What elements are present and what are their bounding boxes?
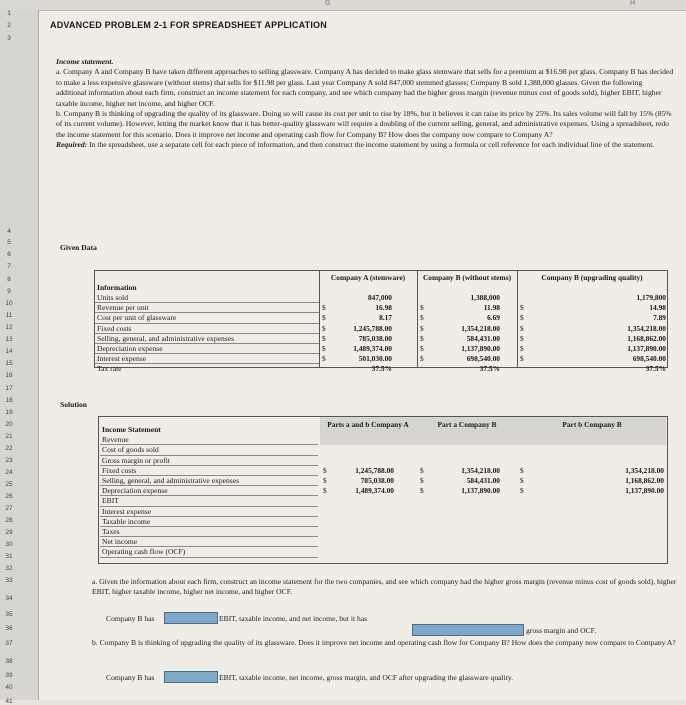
given-row-label: Revenue per unit — [97, 303, 149, 313]
solution-header-company-b: Part a Company B — [437, 420, 497, 429]
row-number[interactable]: 39 — [5, 672, 13, 679]
given-value-c[interactable]: 1,168,862.00 — [627, 333, 666, 343]
page-title: ADVANCED PROBLEM 2-1 FOR SPREADSHEET APPLICATION — [50, 20, 327, 30]
given-value-b[interactable]: 1,137,890.00 — [461, 344, 500, 353]
row-number[interactable]: 26 — [5, 493, 13, 500]
problem-heading: Income statement. — [56, 57, 114, 66]
answer-b-suffix: EBIT, taxable income, net income, gross margin, and OCF after upgrading the glassware quality. — [219, 673, 514, 682]
question-b: b. Company B is thinking of upgrading the quality of its glassware. Does it improve net income and operating cash flow for Company B? How does the company now compare to Company A? — [92, 638, 676, 647]
solution-row-label: Taxable income — [102, 516, 151, 526]
problem-part-b: b. Company B is thinking of upgrading the quality of its glassware. Doing so will cause its cost per unit to rise by 18%, but it believes it can raise its price by 25%. Its sales volume will fall by 15% (85% of its current volume). However, letting the market know that it has better-quality glassware will require a doubling of the current selling, general, and administrative expenses. Using a spreadsheet, redo the income statement for this scenario. Does it improve net income and operating cash flow for Company B? How does the company now compare to Company A? — [56, 109, 672, 139]
solution-value-a[interactable]: 1,489,374.00 — [355, 486, 394, 496]
column-letter-g[interactable]: G — [325, 0, 331, 7]
column-header-bar — [0, 0, 686, 11]
currency-symbol: $ — [323, 476, 327, 485]
solution-value-a[interactable]: 785,038.00 — [360, 476, 394, 485]
currency-symbol: $ — [420, 313, 424, 323]
row-number[interactable]: 8 — [7, 276, 11, 283]
given-value-c[interactable]: 1,354,218.00 — [627, 323, 666, 333]
solution-row-label: Cost of goods sold — [102, 445, 159, 455]
row-number[interactable]: 32 — [5, 565, 13, 572]
given-header-company-a: Company A (stemware) — [330, 273, 406, 282]
currency-symbol: $ — [520, 333, 524, 343]
currency-symbol: $ — [322, 303, 326, 313]
given-row-label: Tax rate — [97, 364, 122, 374]
currency-symbol: $ — [420, 344, 424, 353]
solution-row-label: Revenue — [102, 435, 129, 445]
given-row-label: Selling, general, and administrative expenses — [97, 333, 235, 343]
currency-symbol: $ — [323, 465, 327, 475]
solution-header-company-a: Parts a and b Company A — [327, 420, 409, 429]
row-number[interactable]: 7 — [7, 263, 11, 270]
currency-symbol: $ — [420, 486, 424, 496]
required-label: Required: — [56, 140, 88, 150]
currency-symbol: $ — [420, 303, 424, 313]
solution-label: Solution — [60, 400, 88, 409]
row-number[interactable]: 4 — [7, 228, 11, 235]
row-number[interactable]: 15 — [5, 360, 13, 367]
row-number[interactable]: 2 — [7, 22, 11, 29]
answer-a-suffix: gross margin and OCF. — [526, 626, 597, 635]
given-value-a[interactable]: 8.17 — [379, 313, 392, 323]
row-number[interactable]: 34 — [5, 595, 13, 602]
given-value-a[interactable]: 1,245,788.00 — [353, 323, 392, 333]
solution-row-label: Operating cash flow (OCF) — [102, 547, 186, 557]
row-number[interactable]: 21 — [5, 433, 13, 440]
row-number[interactable]: 29 — [5, 529, 13, 536]
row-number[interactable]: 17 — [5, 385, 13, 392]
question-a: a. Given the information about each firm, construct an income statement for the two companies, and see which company had the higher gross margin (revenue minus cost of goods sold), higher EBIT, higher taxable income, higher net income, and higher OCF. — [92, 577, 677, 597]
given-value-c[interactable]: 1,137,890.00 — [627, 344, 666, 353]
currency-symbol: $ — [322, 313, 326, 323]
row-number[interactable]: 18 — [5, 397, 13, 404]
given-row-label: Depreciation expense — [97, 344, 163, 353]
row-number[interactable]: 13 — [5, 336, 13, 343]
row-number[interactable]: 35 — [5, 611, 13, 618]
currency-symbol: $ — [520, 323, 524, 333]
solution-row-label: EBIT — [102, 496, 119, 506]
row-number[interactable]: 36 — [5, 625, 13, 632]
row-number[interactable]: 23 — [5, 457, 13, 464]
currency-symbol: $ — [520, 465, 524, 475]
answer-b-dropdown[interactable] — [164, 671, 218, 683]
solution-value-c[interactable]: 1,168,862.00 — [625, 476, 664, 485]
row-number[interactable]: 20 — [5, 421, 13, 428]
row-number[interactable]: 25 — [5, 481, 13, 488]
given-value-c[interactable]: 14.98 — [649, 303, 666, 313]
row-number[interactable]: 28 — [5, 517, 13, 524]
given-value-b[interactable]: 11.98 — [483, 303, 500, 313]
row-number[interactable]: 19 — [5, 409, 13, 416]
answer-a-mid: EBIT, taxable income, and net income, but it has — [219, 614, 368, 623]
given-value-c[interactable]: 37.5% — [645, 364, 666, 374]
given-value-a[interactable]: 16.98 — [375, 303, 392, 313]
required-text: In the spreadsheet, use a separate cell for each piece of information, and then construct the income statement by using a formula or cell reference for each individual line of the statement. — [87, 140, 655, 150]
solution-row-label: Net income — [102, 537, 138, 547]
given-row-label: Fixed costs — [97, 323, 132, 333]
currency-symbol: $ — [322, 333, 326, 343]
given-row-label: Units sold — [97, 293, 129, 302]
answer-b-prefix: Company B has — [106, 673, 155, 682]
column-letter-h[interactable]: H — [630, 0, 636, 7]
currency-symbol: $ — [420, 465, 424, 475]
solution-row-label: Gross margin or profit — [102, 455, 170, 465]
given-value-b[interactable]: 584,431.00 — [466, 333, 500, 343]
row-number[interactable]: 41 — [5, 698, 13, 705]
solution-header-company-b-upgrade: Part b Company B — [562, 420, 622, 429]
solution-value-c[interactable]: 1,354,218.00 — [625, 465, 664, 475]
solution-row-label: Fixed costs — [102, 465, 137, 475]
row-number[interactable]: 6 — [7, 251, 11, 258]
row-number[interactable]: 12 — [5, 324, 13, 331]
given-value-c[interactable]: 7.89 — [653, 313, 666, 323]
row-number[interactable]: 27 — [5, 505, 13, 512]
answer-a-dropdown-2[interactable] — [412, 624, 524, 636]
row-number[interactable]: 5 — [7, 239, 11, 246]
row-number[interactable]: 3 — [7, 35, 11, 42]
currency-symbol: $ — [420, 333, 424, 343]
currency-symbol: $ — [420, 323, 424, 333]
solution-value-b[interactable]: 1,354,218.00 — [461, 465, 500, 475]
currency-symbol: $ — [520, 313, 524, 323]
problem-required — [56, 140, 674, 150]
solution-row-label: Taxes — [102, 527, 120, 536]
currency-symbol: $ — [520, 303, 524, 313]
problem-text — [56, 57, 674, 151]
answer-a-prefix: Company B has — [106, 614, 155, 623]
currency-symbol: $ — [322, 344, 326, 353]
row-number[interactable]: 40 — [5, 684, 13, 691]
given-row-label: Interest expense — [97, 354, 147, 364]
given-value-c[interactable]: 1,179,800 — [636, 293, 666, 302]
solution-value-b[interactable]: 1,137,890.00 — [461, 486, 500, 496]
row-number[interactable]: 9 — [7, 288, 11, 295]
given-value-b[interactable]: 6.69 — [487, 313, 500, 323]
currency-symbol: $ — [520, 476, 524, 485]
row-number[interactable]: 37 — [5, 640, 13, 647]
given-value-b[interactable]: 37.5% — [479, 364, 500, 374]
given-value-a[interactable]: 785,038.00 — [358, 333, 392, 343]
currency-symbol: $ — [323, 486, 327, 496]
row-number[interactable]: 10 — [5, 300, 13, 307]
given-value-a[interactable]: 37.5% — [371, 364, 392, 374]
given-header-information: Information — [97, 283, 137, 292]
solution-value-b[interactable]: 584,431.00 — [466, 476, 500, 485]
row-number[interactable]: 16 — [5, 372, 13, 379]
currency-symbol: $ — [520, 354, 524, 364]
currency-symbol: $ — [322, 354, 326, 364]
solution-row-label: Income Statement — [102, 425, 161, 434]
given-value-b[interactable]: 698,540.00 — [466, 354, 500, 364]
given-value-a[interactable]: 847,000 — [367, 293, 392, 302]
currency-symbol: $ — [420, 354, 424, 364]
given-row-label: Cost per unit of glassware — [97, 313, 177, 323]
currency-symbol: $ — [520, 344, 524, 353]
solution-row-label: Interest expense — [102, 506, 152, 516]
row-number[interactable]: 24 — [5, 469, 13, 476]
solution-value-a[interactable]: 1,245,788.00 — [355, 465, 394, 475]
row-number[interactable]: 38 — [5, 658, 13, 665]
currency-symbol: $ — [322, 323, 326, 333]
row-number[interactable]: 11 — [5, 312, 13, 319]
row-number[interactable]: 31 — [5, 553, 13, 560]
given-value-b[interactable]: 1,354,218.00 — [461, 323, 500, 333]
solution-row-label: Selling, general, and administrative expenses — [102, 476, 240, 485]
row-number[interactable]: 14 — [5, 348, 13, 355]
row-number[interactable]: 33 — [5, 577, 13, 584]
row-number[interactable]: 30 — [5, 541, 13, 548]
answer-a-dropdown-1[interactable] — [164, 612, 218, 624]
given-header-company-b-upgrade: Company B (upgrading quality) — [541, 273, 643, 282]
problem-part-a: a. Company A and Company B have taken different approaches to selling glassware. Company A has decided to make glass stemware that sells for a premium at $16.98 per glass. Company B has decided to make a less expensive glassware (without stems) that sells for $11.98 per glass. Last year Company A sold 847,000 stemmed glasses; Company B sold 1,388,000 glasses. Given the following additional information about each firm, construct an income statement for each company, and see which company had the higher gross margin (revenue minus cost of goods sold), higher EBIT, higher taxable income, higher net income, and higher OCF. — [56, 67, 674, 108]
given-value-c[interactable]: 698,540.00 — [632, 354, 666, 364]
given-value-a[interactable]: 1,489,374.00 — [353, 344, 392, 353]
given-value-a[interactable]: 501,030.00 — [358, 354, 392, 364]
row-number[interactable]: 22 — [5, 445, 13, 452]
solution-value-c[interactable]: 1,137,890.00 — [625, 486, 664, 496]
given-data-label: Given Data — [60, 243, 97, 252]
currency-symbol: $ — [420, 476, 424, 485]
row-number[interactable]: 1 — [7, 10, 11, 17]
currency-symbol: $ — [520, 486, 524, 496]
solution-row-label: Depreciation expense — [102, 486, 168, 496]
given-header-company-b: Company B (without stems) — [422, 273, 512, 282]
given-value-b[interactable]: 1,388,000 — [470, 293, 500, 302]
